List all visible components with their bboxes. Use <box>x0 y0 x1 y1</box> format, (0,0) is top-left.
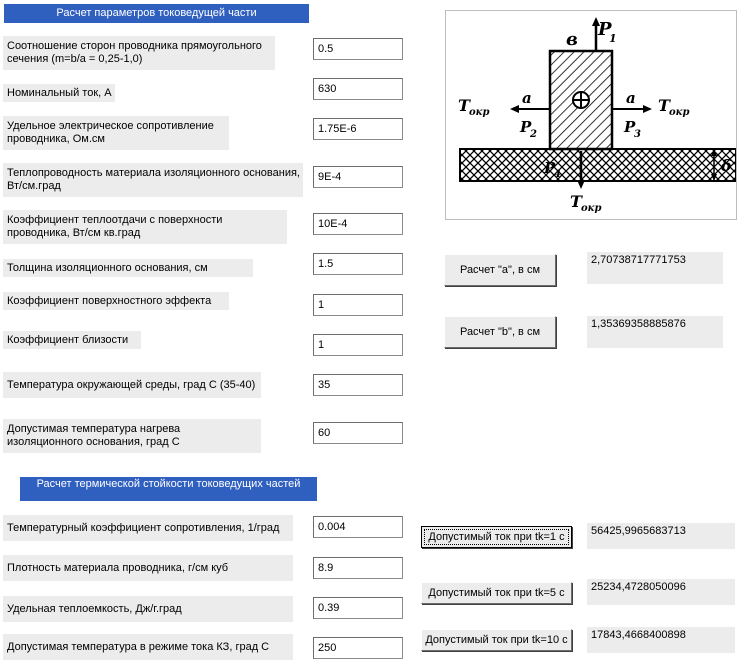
thermal-conductivity-input[interactable] <box>313 166 403 188</box>
current-symbol-icon <box>573 92 589 108</box>
label-p1-sub: 1 <box>609 32 617 45</box>
label-temp-coefficient: Температурный коэффициент сопротивления, 1/град <box>3 515 293 541</box>
label-p3-sub: 3 <box>634 129 641 140</box>
label-t-left: T <box>458 96 470 115</box>
label-t-bottom: T <box>570 192 582 211</box>
current-tk5-button[interactable]: Допустимый ток при tk=5 с <box>421 582 572 604</box>
label-heat-transfer: Коэффициент теплоотдачи с поверхности проводника, Вт/см кв.град <box>3 210 287 244</box>
result-b: 1,35369358885876 <box>587 316 723 348</box>
calc-b-button[interactable]: Расчет "b", в см <box>444 316 556 348</box>
result-a: 2,70738717771753 <box>587 252 723 284</box>
current-tk10-button[interactable]: Допустимый ток при tk=10 с <box>421 629 572 651</box>
section-header-thermal: Расчет термической стойкости токоведущих частей <box>20 477 317 501</box>
label-thermal-conductivity: Теплопроводность материала изоляционного основания, Вт/см.град <box>3 163 303 197</box>
label-delta: δ <box>721 156 732 175</box>
label-b: в <box>566 29 578 50</box>
nominal-current-input[interactable] <box>313 78 403 100</box>
label-t-right-sub: окр <box>669 107 690 118</box>
aspect-ratio-input[interactable] <box>313 38 403 60</box>
label-t-bottom-sub: окр <box>581 203 602 214</box>
insulation-base <box>460 149 736 181</box>
ambient-temp-input[interactable] <box>313 374 403 396</box>
label-aspect-ratio: Соотношение сторон проводника прямоугольного сечения (m=b/a = 0,25-1,0) <box>3 36 275 70</box>
label-skin-effect: Коэффициент поверхностного эффекта <box>3 292 229 310</box>
skin-effect-input[interactable] <box>313 294 403 316</box>
section-header-parameters: Расчет параметров токоведущей части <box>4 4 309 23</box>
density-input[interactable] <box>313 557 403 579</box>
label-p3: P <box>624 118 636 136</box>
label-proximity: Коэффициент близости <box>3 331 141 349</box>
result-tk1: 56425,9965683713 <box>587 523 735 549</box>
conductor-diagram <box>445 10 737 220</box>
max-short-circuit-temp-input[interactable] <box>313 637 403 659</box>
label-insulation-thickness: Толщина изоляционного основания, см <box>3 259 253 277</box>
resistivity-input[interactable] <box>313 118 403 140</box>
label-nominal-current: Номинальный ток, А <box>3 84 115 102</box>
label-specific-heat: Удельная теплоемкость, Дж/г.град <box>3 596 293 622</box>
result-tk5: 25234,4728050096 <box>587 579 735 605</box>
label-a-right: a <box>626 89 636 107</box>
specific-heat-input[interactable] <box>313 597 403 619</box>
current-tk1-button[interactable]: Допустимый ток при tk=1 с <box>421 526 572 548</box>
result-tk10: 17843,4668400898 <box>587 627 735 653</box>
label-p2: P <box>520 118 532 136</box>
label-max-insulation-temp: Допустимая температура нагрева изоляционного основания, град С <box>3 419 261 453</box>
label-t-right: T <box>658 96 670 115</box>
label-p4: P <box>544 159 556 177</box>
label-p2-sub: 2 <box>530 129 537 140</box>
max-insulation-temp-input[interactable] <box>313 422 403 444</box>
label-ambient-temp: Температура окружающей среды, град С (35-40) <box>3 372 261 398</box>
label-density: Плотность материала проводника, г/см куб <box>3 555 293 581</box>
label-max-short-circuit-temp: Допустимая температура в режиме тока КЗ, град С <box>3 634 293 660</box>
temp-coefficient-input[interactable] <box>313 516 403 538</box>
proximity-input[interactable] <box>313 334 403 356</box>
label-p1: P <box>598 19 612 40</box>
label-t-left-sub: окр <box>469 107 490 118</box>
insulation-thickness-input[interactable] <box>313 253 403 275</box>
label-p4-sub: 4 <box>554 169 561 180</box>
heat-transfer-input[interactable] <box>313 213 403 235</box>
label-a-left: a <box>522 89 532 107</box>
label-resistivity: Удельное электрическое сопротивление проводника, Ом.см <box>3 116 229 150</box>
calc-a-button[interactable]: Расчет "a", в см <box>444 254 556 286</box>
